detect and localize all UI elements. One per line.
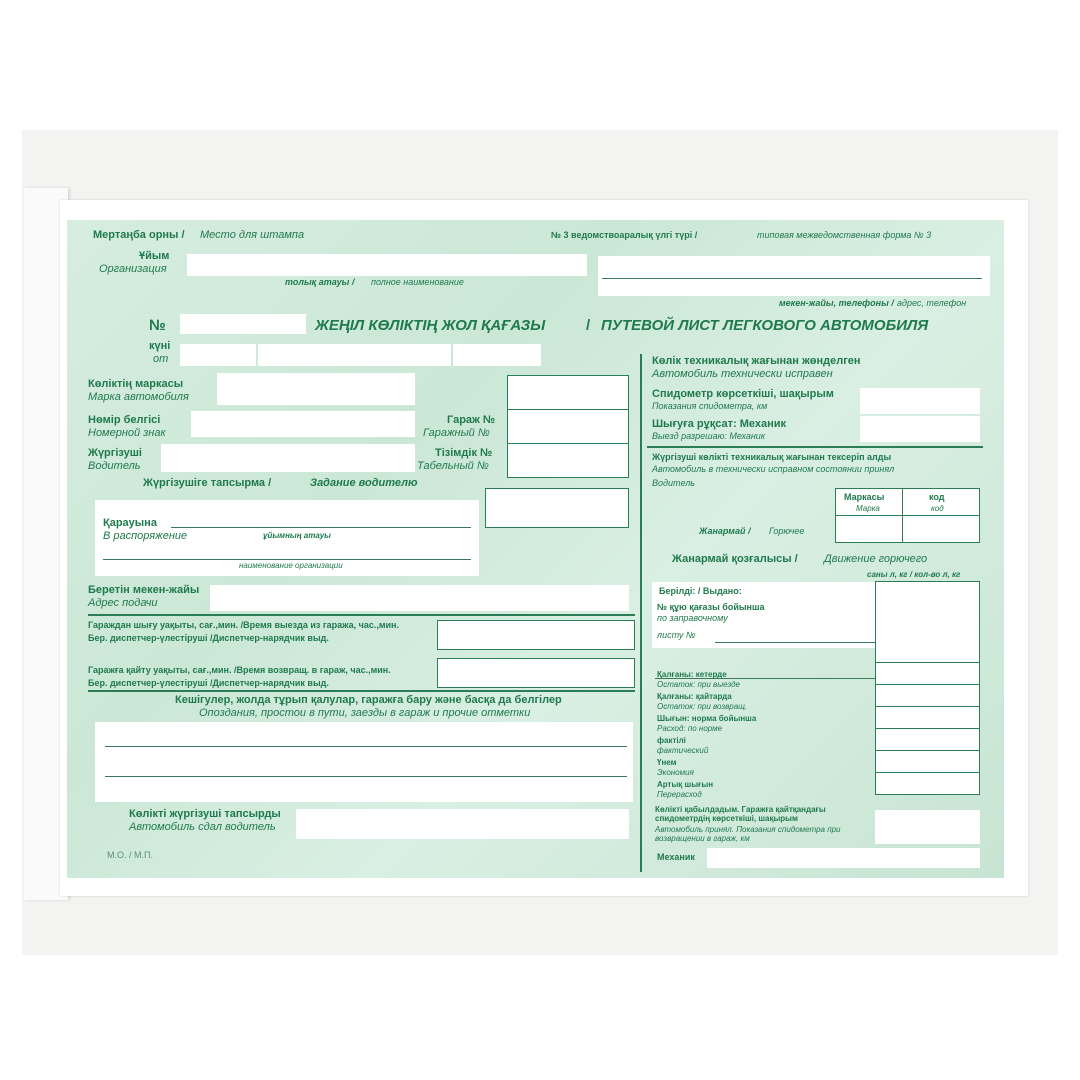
speedo-field[interactable] xyxy=(860,388,980,414)
divider-notes xyxy=(88,690,635,692)
date-label-kz: күні xyxy=(149,340,171,352)
title-ru: ПУТЕВОЙ ЛИСТ ЛЕГКОВОГО АВТОМОБИЛЯ xyxy=(601,317,929,334)
garage-label-kz: Гараж № xyxy=(447,414,496,426)
accepted-label-kz: Жүргізуші көлікті техникалық жағынан тексеріп алды xyxy=(652,452,892,462)
plate-label-ru: Номерной знак xyxy=(88,427,166,439)
permit-label-ru: Выезд разрешаю: Механик xyxy=(652,431,766,441)
mechanic-sign-field[interactable] xyxy=(860,416,980,442)
org-name-hint-ru: наименование организации xyxy=(239,561,343,570)
speedo-label-ru: Показания спидометра, км xyxy=(652,401,768,411)
over-field[interactable] xyxy=(875,772,980,795)
org-label-kz: Ұйым xyxy=(139,250,170,262)
notes-line-1 xyxy=(105,746,627,747)
plate-field[interactable] xyxy=(191,411,415,437)
car-brand-label-kz: Көліктің маркасы xyxy=(88,378,184,390)
task-side-box[interactable] xyxy=(485,488,629,528)
norm-ru: Расход: по норме xyxy=(657,724,723,733)
title-kz: ЖЕҢІЛ КӨЛІКТІҢ ЖОЛ ҚАҒАЗЫ xyxy=(315,317,546,334)
notes-box[interactable] xyxy=(95,722,633,802)
org-fullname-ru: полное наименование xyxy=(371,277,464,287)
plate-label-kz: Нөмір белгісі xyxy=(88,414,161,426)
depart-dispatcher-label: Бер. диспетчер-үлестіруші /Диспетчер-нарядчик выд. xyxy=(88,633,329,643)
fuel-issued-field[interactable] xyxy=(875,581,980,663)
date-label-ru: от xyxy=(153,353,169,365)
fuel-label-kz: Жанармай / xyxy=(699,526,751,536)
tech-ok-kz: Көлік техникалық жағынан жөнделген xyxy=(652,355,861,367)
rem-ret-ru: Остаток: при возвращ. xyxy=(657,702,748,711)
return-time-label: Гаражға қайту уақыты, сағ.,мин. /Время возвращ. в гараж, час.,мин. xyxy=(88,665,391,675)
fuel-qty-header: саны л, кг / кол-во л, кг xyxy=(867,570,961,579)
tabel-label-kz: Тізімдік № xyxy=(435,447,493,459)
disposal-label-kz: Қарауына xyxy=(103,517,157,529)
garage-label-ru: Гаражный № xyxy=(423,427,490,439)
divider-depart xyxy=(88,614,635,616)
speedo-label-kz: Спидометр көрсеткіші, шақырым xyxy=(652,388,834,400)
rem-out-kz: Қалғаны: кетерде xyxy=(657,670,727,679)
fuel-code-header xyxy=(902,488,980,516)
number-sign: № xyxy=(149,317,166,334)
accepted-driver-label: Водитель xyxy=(652,478,696,488)
econ-field[interactable] xyxy=(875,750,980,773)
driver-field[interactable] xyxy=(161,444,415,472)
rem-ret-field[interactable] xyxy=(875,684,980,707)
notes-line-2 xyxy=(105,776,627,777)
coupon-label-ru2: листу № xyxy=(657,630,696,640)
accepted-label-ru: Автомобиль в технически исправном состоянии принял xyxy=(652,464,895,474)
depart-time-field[interactable] xyxy=(437,620,635,650)
handed-label-kz: Көлікті жүргізуші тапсырды xyxy=(129,808,281,820)
notes-label-ru: Опоздания, простои в пути, заезды в гараж и прочие отметки xyxy=(199,707,531,719)
tabel-label-ru: Табельный № xyxy=(417,460,489,472)
actual-kz: фактілі xyxy=(657,736,686,745)
depart-time-label: Гараждан шығу уақыты, сағ.,мин. /Время выезда из гаража, час.,мин. xyxy=(88,620,399,630)
org-address-kz: мекен-жайы, телефоны / xyxy=(779,298,894,308)
title-separator: / xyxy=(586,317,591,334)
actual-ru: фактический xyxy=(657,746,709,755)
car-brand-label-ru: Марка автомобиля xyxy=(88,391,189,403)
rem-ret-kz: Қалғаны: қайтарда xyxy=(657,692,732,701)
tech-ok-ru: Автомобиль технически исправен xyxy=(652,368,833,380)
stamp-label-kz: Мертаңба орны / xyxy=(93,229,185,241)
org-fullname-kz: толық атауы / xyxy=(285,277,355,287)
coupon-label-ru: по заправочному xyxy=(657,613,728,623)
received-speedo-field[interactable] xyxy=(875,810,980,844)
fuel-move-kz: Жанармай қозғалысы / xyxy=(672,553,798,565)
fuel-move-ru: Движение горючего xyxy=(824,553,928,565)
issued-label: Берілді: / Выдано: xyxy=(659,586,742,596)
fuel-brand-header-kz: Маркасы xyxy=(844,492,885,502)
date-day-field[interactable] xyxy=(180,344,256,366)
org-name-line xyxy=(103,559,471,560)
fuel-code-field[interactable] xyxy=(902,515,980,543)
received-kz: Көлікті қабылдадым. Гаражға қайтқандағы спидометрдің көрсеткіші, шақырым xyxy=(655,805,826,823)
org-label-ru: Организация xyxy=(99,263,167,275)
handed-driver-field[interactable] xyxy=(296,809,629,839)
notes-label-kz: Кешігулер, жолда тұрып қалулар, гаражға бару және басқа да белгілер xyxy=(175,694,562,706)
org-address-line xyxy=(602,278,982,279)
garage-number-field[interactable] xyxy=(507,409,629,444)
norm-kz: Шығын: норма бойынша xyxy=(657,714,757,723)
fuel-brand-field[interactable] xyxy=(835,515,903,543)
divider-accept xyxy=(647,446,983,448)
garage-box-top[interactable] xyxy=(507,375,629,410)
coupon-label-kz: № құю қағазы бойынша xyxy=(657,602,765,612)
waybill-number-field[interactable] xyxy=(180,314,306,334)
form-type-ru: типовая межведомственная форма № 3 xyxy=(757,230,932,240)
fuel-code-header-ru: код xyxy=(931,504,944,513)
disposal-line xyxy=(171,527,471,528)
date-month-field[interactable] xyxy=(258,344,451,366)
return-time-field[interactable] xyxy=(437,658,635,688)
task-label-kz: Жүргізушіге тапсырма / xyxy=(143,477,272,489)
car-brand-field[interactable] xyxy=(217,373,415,405)
over-kz: Артық шығын xyxy=(657,780,714,789)
org-address-ru: адрес, телефон xyxy=(897,298,967,308)
date-year-field[interactable] xyxy=(453,344,541,366)
form-type-kz: № 3 ведомствоаралық үлгі түрі / xyxy=(551,230,698,240)
task-label-ru: Задание водителю xyxy=(310,477,418,489)
fuel-brand-header xyxy=(835,488,903,516)
return-dispatcher-label: Бер. диспетчер-үлестіруші /Диспетчер-нарядчик выд. xyxy=(88,678,329,688)
rem-out-ru: Остаток: при выезде xyxy=(657,680,740,689)
econ-kz: Үнем xyxy=(657,758,677,767)
disposal-label-ru: В распоряжение xyxy=(103,530,188,542)
tabel-number-field[interactable] xyxy=(507,443,629,478)
received-ru: Автомобиль принял. Показания спидометра при возвращении в гараж, км xyxy=(655,825,841,843)
org-address-field[interactable] xyxy=(598,256,990,296)
fuel-label-ru: Горючее xyxy=(769,526,805,536)
driver-label-ru: Водитель xyxy=(88,460,141,472)
pickup-label-kz: Беретін мекен-жайы xyxy=(88,584,200,596)
norm-field[interactable] xyxy=(875,706,980,729)
rem-out-field[interactable] xyxy=(875,662,980,685)
pickup-address-field[interactable] xyxy=(210,585,629,611)
mechanic-field[interactable] xyxy=(707,848,980,868)
handed-label-ru: Автомобиль сдал водитель xyxy=(129,821,276,833)
econ-ru: Экономия xyxy=(657,768,694,777)
over-ru: Перерасход xyxy=(657,790,702,799)
org-name-field[interactable] xyxy=(187,254,587,276)
coupon-line xyxy=(715,642,875,643)
org-name-hint-kz: ұйымның атауы xyxy=(263,531,331,540)
pickup-label-ru: Адрес подачи xyxy=(88,597,158,609)
column-divider xyxy=(640,354,642,872)
driver-label-kz: Жүргізуші xyxy=(88,447,142,459)
mechanic-label: Механик xyxy=(657,852,695,862)
actual-field[interactable] xyxy=(875,728,980,751)
fuel-brand-header-ru: Марка xyxy=(856,504,880,513)
stamp-label-ru: Место для штампа xyxy=(200,229,305,241)
fuel-code-header-kz: код xyxy=(929,492,945,502)
permit-label-kz: Шығуға рұқсат: Механик xyxy=(652,418,787,430)
seal-placeholder: М.О. / М.П. xyxy=(107,850,153,860)
waybill-form xyxy=(67,220,1004,878)
